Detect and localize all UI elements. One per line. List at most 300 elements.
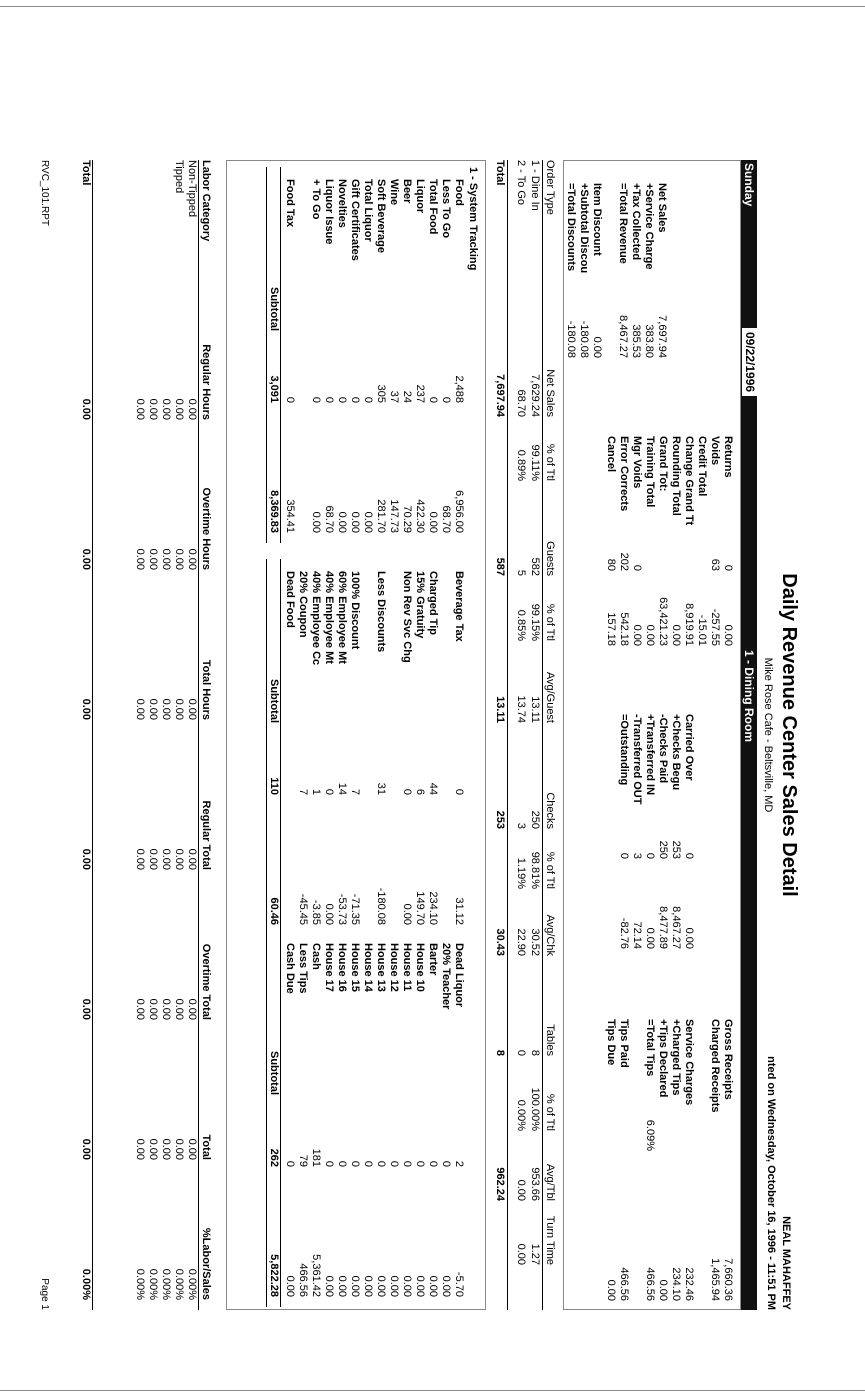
labor-cell: 0.00 bbox=[173, 848, 185, 870]
order-row bbox=[528, 160, 542, 1310]
tracking-value: 60.46 bbox=[268, 897, 280, 925]
summary-row bbox=[669, 436, 682, 646]
tracking-label: House 11 bbox=[401, 943, 413, 992]
tracking-title: 1 - System Tracking bbox=[467, 167, 479, 271]
labor-cell: 0.00 bbox=[80, 998, 92, 1020]
labor-cell: 0.00 bbox=[147, 848, 159, 870]
tracking-col-2 bbox=[266, 559, 465, 935]
labor-cell: 0.00 bbox=[160, 848, 172, 870]
summary-label: =Total Discounts bbox=[565, 183, 577, 272]
tracking-value: 0.00 bbox=[427, 1275, 439, 1297]
summary-row bbox=[616, 183, 629, 358]
tracking-count: 0 bbox=[349, 1160, 361, 1167]
tracking-row bbox=[335, 931, 348, 1307]
tracking-value: 0.00 bbox=[440, 1275, 452, 1297]
labor-cell: 0.00% bbox=[186, 1268, 198, 1300]
order-cell: % of Ttl bbox=[544, 603, 556, 641]
tracking-count: 2,488 bbox=[453, 375, 465, 403]
summary-count: 3 bbox=[631, 852, 643, 859]
tracking-count: 2 bbox=[453, 1160, 465, 1167]
tracking-row bbox=[426, 559, 439, 935]
tracking-label: Subtotal bbox=[268, 679, 280, 723]
tracking-row bbox=[335, 167, 348, 543]
labor-cell: 0.00 bbox=[173, 698, 185, 720]
labor-cell: 0.00 bbox=[173, 398, 185, 420]
summary-value: 0.00 bbox=[683, 927, 695, 949]
order-cell: 30.52 bbox=[529, 928, 541, 956]
tracking-subtotal-row bbox=[266, 167, 281, 543]
summary-row bbox=[564, 183, 577, 358]
labor-cell: 0.00 bbox=[147, 998, 159, 1020]
order-cell: 953.66 bbox=[529, 1167, 541, 1201]
summary-value: 234.10 bbox=[670, 1267, 682, 1301]
summary-count: 0 bbox=[618, 852, 630, 859]
tracking-row bbox=[400, 559, 413, 935]
summary-label: =Total Revenue bbox=[617, 183, 629, 264]
tracking-value: 5,822.28 bbox=[268, 1254, 280, 1297]
labor-cell: 0.00 bbox=[147, 548, 159, 570]
tracking-label: Food bbox=[453, 179, 465, 206]
labor-cell: 0.00 bbox=[160, 998, 172, 1020]
tracking-count: 37 bbox=[388, 390, 400, 403]
summary-label: Charged Receipts bbox=[709, 1019, 721, 1113]
tracking-value: 147.73 bbox=[388, 499, 400, 533]
labor-cell: Overtime Hours bbox=[200, 487, 212, 570]
summary-extra: 6.09% bbox=[644, 1119, 656, 1151]
summary-value: 466.56 bbox=[618, 1267, 630, 1301]
tracking-label: Dead Food bbox=[284, 571, 296, 628]
summary-value: 466.56 bbox=[644, 1267, 656, 1301]
summary-label: +Subtotal Discou bbox=[578, 183, 590, 274]
summary-count: 80 bbox=[605, 558, 617, 571]
order-cell: 98.81% bbox=[529, 851, 541, 889]
tracking-label: Novelties bbox=[336, 179, 348, 228]
labor-cell: 0.00 bbox=[186, 548, 198, 570]
tracking-label: Less Tips bbox=[297, 943, 309, 994]
tracking-row bbox=[413, 167, 426, 543]
labor-header-row bbox=[198, 160, 212, 1310]
summary-label: -Checks Paid bbox=[657, 714, 669, 784]
labor-cell: 0.00 bbox=[134, 398, 146, 420]
tracking-label: Less Discounts bbox=[375, 571, 387, 653]
summary-value: 8,467.27 bbox=[617, 315, 629, 358]
tracking-label: 40% Employee Mt bbox=[323, 571, 335, 664]
tracking-row bbox=[348, 559, 361, 935]
tracking-count: 0 bbox=[388, 1160, 400, 1167]
tracking-label: Less To Go bbox=[440, 179, 452, 239]
tracking-value: 0.00 bbox=[362, 511, 374, 533]
tracking-count: 3,091 bbox=[268, 375, 280, 403]
summary-row bbox=[656, 714, 669, 949]
summary-label: -Transferred OUT bbox=[631, 714, 643, 805]
summary-row bbox=[721, 1019, 734, 1301]
tracking-row bbox=[361, 167, 374, 543]
tracking-count: 0 bbox=[440, 1160, 452, 1167]
tracking-label: Subtotal bbox=[268, 287, 280, 331]
summary-count: 253 bbox=[670, 840, 682, 859]
order-total-row bbox=[493, 160, 508, 1310]
summary-value: -180.08 bbox=[565, 320, 577, 358]
summary-label: Mgr Voids bbox=[631, 436, 643, 489]
order-type-table bbox=[493, 160, 557, 1310]
summary-row bbox=[630, 714, 643, 949]
order-cell: Guests bbox=[544, 541, 556, 576]
summary-label: =Outstanding bbox=[618, 714, 630, 786]
tracking-count: 0 bbox=[284, 1160, 296, 1167]
footer-report: RVC_101.RPT bbox=[39, 160, 50, 226]
labor-row bbox=[159, 160, 172, 1310]
order-cell: 0.89% bbox=[515, 449, 527, 481]
order-cell: 7,629.24 bbox=[529, 374, 541, 417]
tracking-value: 0.00 bbox=[388, 1275, 400, 1297]
tracking-value: 149.70 bbox=[414, 891, 426, 925]
tracking-row bbox=[426, 931, 439, 1307]
summary-count: 0 bbox=[644, 852, 656, 859]
tracking-value: 5,361.42 bbox=[310, 1254, 322, 1297]
tracking-count: 0 bbox=[414, 1160, 426, 1167]
order-cell: Net Sales bbox=[544, 369, 556, 417]
labor-cell: Regular Hours bbox=[200, 344, 212, 420]
summary-count: 0 bbox=[722, 564, 734, 571]
summary-row bbox=[669, 1019, 682, 1301]
tracking-value: 0.00 bbox=[401, 903, 413, 925]
tracking-label: Cash bbox=[310, 943, 322, 970]
summary-label: Voids bbox=[709, 436, 721, 466]
tracking-value: 0.00 bbox=[375, 1275, 387, 1297]
day-label: Sunday bbox=[742, 163, 756, 207]
tracking-row bbox=[283, 559, 296, 935]
tracking-count: 0 bbox=[427, 1160, 439, 1167]
tracking-row bbox=[322, 559, 335, 935]
summary-row bbox=[590, 183, 603, 358]
tracking-row bbox=[439, 931, 452, 1307]
report-subtitle: Mike Rose Cafe - Beltsville, MD bbox=[762, 657, 774, 813]
labor-cell: 0.00 bbox=[147, 698, 159, 720]
tracking-count: 7 bbox=[297, 788, 309, 795]
tracking-count: 1 bbox=[310, 788, 322, 795]
summary-label: +Checks Begu bbox=[670, 714, 682, 791]
summary-value: -82.76 bbox=[618, 917, 630, 949]
tracking-row bbox=[348, 931, 361, 1307]
order-cell: Turn Time bbox=[544, 1215, 556, 1265]
labor-cell: 0.00% bbox=[134, 1268, 146, 1300]
labor-cell: 0.00 bbox=[186, 398, 198, 420]
tracking-label: House 17 bbox=[323, 943, 335, 992]
order-cell: 8 bbox=[494, 1049, 506, 1056]
tracking-row bbox=[309, 559, 322, 935]
summary-label: Tips Paid bbox=[618, 1019, 630, 1068]
summary-box bbox=[563, 160, 741, 1310]
tracking-label: Food Tax bbox=[284, 179, 296, 228]
order-cell: 1 - Dine In bbox=[529, 160, 541, 211]
summary-value: 0.00 bbox=[657, 1279, 669, 1301]
tracking-row bbox=[387, 167, 400, 543]
tracking-row bbox=[413, 559, 426, 935]
labor-total-row bbox=[79, 160, 93, 1310]
labor-cell: 0.00 bbox=[134, 1138, 146, 1160]
tracking-label: Liquor Issue bbox=[323, 179, 335, 245]
labor-cell: 0.00 bbox=[134, 548, 146, 570]
tracking-count: 31 bbox=[375, 782, 387, 795]
tracking-label: House 12 bbox=[388, 943, 400, 992]
tracking-value: 31.12 bbox=[453, 897, 465, 925]
tracking-count: 0 bbox=[336, 396, 348, 403]
tracking-box bbox=[226, 160, 486, 1310]
order-cell: 13.11 bbox=[529, 696, 541, 723]
tracking-row bbox=[452, 167, 465, 543]
tracking-value: 0.00 bbox=[414, 1275, 426, 1297]
summary-label: +Tax Collected bbox=[630, 183, 642, 261]
summary-value: 0.00 bbox=[631, 624, 643, 646]
tracking-count: 79 bbox=[297, 1154, 309, 1167]
tracking-count: 0 bbox=[440, 396, 452, 403]
summary-row bbox=[643, 714, 656, 949]
summary-label: Training Total bbox=[644, 436, 656, 508]
summary-label: +Service Charge bbox=[643, 183, 655, 270]
summary-row bbox=[643, 1019, 656, 1301]
summary-label: Credit Total bbox=[696, 436, 708, 497]
summary-label: Error Corrects bbox=[618, 436, 630, 512]
order-cell: Tables bbox=[544, 1024, 556, 1056]
top-rule bbox=[0, 6, 865, 7]
summary-value: 157.18 bbox=[605, 612, 617, 646]
summary-value: 0.00 bbox=[591, 336, 603, 358]
labor-cell: 0.00% bbox=[147, 1268, 159, 1300]
tracking-value: 0.00 bbox=[336, 1275, 348, 1297]
summary-value: 0.00 bbox=[605, 1279, 617, 1301]
tracking-value: -45.45 bbox=[297, 893, 309, 925]
tracking-count: 181 bbox=[310, 1148, 322, 1167]
tracking-row bbox=[439, 167, 452, 543]
labor-cell: Overtime Total bbox=[200, 943, 212, 1020]
labor-cell: Non-Tipped bbox=[186, 160, 198, 218]
labor-cell: 0.00 bbox=[134, 998, 146, 1020]
tracking-col-3 bbox=[266, 931, 465, 1307]
labor-row bbox=[146, 160, 159, 1310]
summary-row bbox=[695, 436, 708, 646]
tracking-row bbox=[361, 559, 374, 935]
labor-cell: 0.00 bbox=[186, 998, 198, 1020]
order-cell: 100.00% bbox=[529, 1087, 541, 1131]
summary-row bbox=[656, 436, 669, 646]
report-title: Daily Revenue Center Sales Detail bbox=[778, 573, 800, 897]
tracking-label: 40% Employee Cc bbox=[310, 571, 322, 666]
tracking-label: Beverage Tax bbox=[453, 571, 465, 642]
tracking-count: 24 bbox=[401, 390, 413, 403]
summary-label: Returns bbox=[722, 436, 734, 478]
summary-row bbox=[630, 1019, 643, 1301]
order-cell: 13.74 bbox=[515, 695, 527, 723]
labor-table bbox=[79, 160, 212, 1310]
summary-label: Item Discount bbox=[591, 183, 603, 256]
tracking-count: 0 bbox=[401, 788, 413, 795]
tracking-count: 0 bbox=[323, 788, 335, 795]
summary-label: +Transferred IN bbox=[644, 714, 656, 796]
tracking-row bbox=[296, 559, 309, 935]
order-cell: 1.19% bbox=[515, 857, 527, 889]
tracking-row bbox=[374, 167, 387, 543]
summary-value: 7,660.36 bbox=[722, 1258, 734, 1301]
tracking-label: 20% Teacher bbox=[440, 943, 452, 1010]
summary-row bbox=[656, 1019, 669, 1301]
tracking-row bbox=[309, 931, 322, 1307]
tracking-value: 70.29 bbox=[401, 505, 413, 533]
tracking-count: 6 bbox=[414, 788, 426, 795]
tracking-label: House 16 bbox=[336, 943, 348, 992]
order-cell: Order Type bbox=[544, 160, 556, 215]
order-cell: Avg/Tbl bbox=[544, 1163, 556, 1201]
labor-row bbox=[185, 160, 198, 1310]
order-cell: 0.00% bbox=[515, 1099, 527, 1131]
labor-cell: 0.00 bbox=[173, 1138, 185, 1160]
order-cell: % of Ttl bbox=[544, 851, 556, 889]
summary-col-3 bbox=[617, 714, 695, 949]
summary-row bbox=[604, 1019, 617, 1301]
labor-cell: 0.00 bbox=[160, 548, 172, 570]
order-cell: 1.27 bbox=[529, 1243, 541, 1265]
summary-col-1 bbox=[564, 183, 668, 358]
order-cell: 3 bbox=[515, 822, 527, 829]
tracking-count: 305 bbox=[375, 384, 387, 403]
order-cell: 22.90 bbox=[515, 928, 527, 956]
tracking-row bbox=[374, 931, 387, 1307]
tracking-count: 262 bbox=[268, 1148, 280, 1167]
summary-row bbox=[617, 1019, 630, 1301]
summary-value: 8,477.89 bbox=[657, 906, 669, 949]
tracking-value: 466.56 bbox=[297, 1263, 309, 1297]
summary-label: Rounding Total bbox=[670, 436, 682, 516]
tracking-value: -180.08 bbox=[375, 887, 387, 925]
labor-cell: Total Hours bbox=[200, 659, 212, 720]
tracking-row bbox=[309, 167, 322, 543]
tracking-count: 0 bbox=[375, 1160, 387, 1167]
tracking-label: 20% Coupon bbox=[297, 571, 309, 638]
summary-row bbox=[642, 183, 655, 358]
tracking-row bbox=[322, 167, 335, 543]
tracking-label: House 10 bbox=[414, 943, 426, 992]
tracking-row bbox=[452, 931, 465, 1307]
summary-value: 383.80 bbox=[643, 324, 655, 358]
date-label: 09/22/1996 bbox=[742, 328, 757, 396]
tracking-count: 44 bbox=[427, 782, 439, 795]
labor-cell: 0.00 bbox=[160, 698, 172, 720]
labor-row bbox=[172, 160, 185, 1310]
tracking-value: 281.70 bbox=[375, 499, 387, 533]
tracking-count: 110 bbox=[268, 777, 280, 795]
tracking-count: 0 bbox=[362, 1160, 374, 1167]
labor-cell: Regular Total bbox=[200, 800, 212, 870]
tracking-row bbox=[361, 931, 374, 1307]
summary-row bbox=[655, 183, 668, 358]
order-cell: 253 bbox=[494, 810, 506, 829]
summary-label: =Total Tips bbox=[644, 1019, 656, 1077]
labor-cell: 0.00 bbox=[160, 1138, 172, 1160]
summary-count: 250 bbox=[657, 840, 669, 859]
tracking-row bbox=[426, 167, 439, 543]
footer-page: Page 1 bbox=[39, 1278, 50, 1310]
tracking-row bbox=[413, 931, 426, 1307]
order-cell: 0.00 bbox=[515, 1179, 527, 1201]
labor-cell: Total bbox=[200, 1134, 212, 1160]
summary-label: Gross Receipts bbox=[722, 1019, 734, 1100]
tracking-row bbox=[387, 559, 400, 935]
order-cell: 250 bbox=[529, 810, 541, 829]
tracking-subtotal-row bbox=[266, 559, 281, 935]
order-cell: 0.85% bbox=[515, 609, 527, 641]
tracking-label: + To Go bbox=[310, 179, 322, 220]
summary-value: 542.18 bbox=[618, 612, 630, 646]
summary-value: -257.55 bbox=[709, 608, 721, 646]
labor-cell: 0.00 bbox=[80, 698, 92, 720]
tracking-row bbox=[348, 167, 361, 543]
tracking-value: 0.00 bbox=[336, 511, 348, 533]
tracking-subtotal-row bbox=[266, 931, 281, 1307]
summary-count: 0 bbox=[683, 852, 695, 859]
tracking-row bbox=[400, 931, 413, 1307]
tracking-row bbox=[452, 559, 465, 935]
tracking-label: 15% Gratuity bbox=[414, 571, 426, 639]
summary-value: 0.00 bbox=[670, 624, 682, 646]
summary-value: 0.00 bbox=[644, 927, 656, 949]
tracking-value: 0.00 bbox=[323, 1275, 335, 1297]
labor-cell: 0.00 bbox=[80, 1138, 92, 1160]
report-page bbox=[32, 160, 802, 1310]
tracking-value: 354.41 bbox=[284, 499, 296, 533]
labor-cell: 0.00 bbox=[147, 398, 159, 420]
summary-row bbox=[682, 1019, 695, 1301]
day-bar bbox=[741, 160, 757, 1310]
labor-cell: 0.00 bbox=[134, 848, 146, 870]
summary-value: 63,421.23 bbox=[657, 597, 669, 646]
summary-row bbox=[617, 714, 630, 949]
labor-cell: 0.00 bbox=[80, 848, 92, 870]
tracking-row bbox=[374, 559, 387, 935]
tracking-count: 7 bbox=[349, 788, 361, 795]
order-cell: % of Ttl bbox=[544, 443, 556, 481]
summary-label: Carried Over bbox=[683, 714, 695, 781]
order-cell: 30.43 bbox=[494, 928, 506, 956]
summary-count: 0 bbox=[631, 564, 643, 571]
tracking-count: 0 bbox=[349, 396, 361, 403]
summary-value: 1,465.94 bbox=[709, 1258, 721, 1301]
tracking-label: House 15 bbox=[349, 943, 361, 992]
tracking-value: 8,369.83 bbox=[268, 490, 280, 533]
order-cell: Checks bbox=[544, 792, 556, 829]
summary-value: 8,919.91 bbox=[683, 603, 695, 646]
order-cell: Avg/Chk bbox=[544, 914, 556, 956]
labor-cell: Total bbox=[80, 160, 92, 186]
tracking-label: Wine bbox=[388, 179, 400, 206]
labor-cell: 0.00 bbox=[186, 1138, 198, 1160]
summary-row bbox=[630, 436, 643, 646]
summary-label: +Charged Tips bbox=[670, 1019, 682, 1096]
tracking-label: House 13 bbox=[375, 943, 387, 992]
tracking-label: Liquor bbox=[414, 179, 426, 214]
tracking-label: Subtotal bbox=[268, 1051, 280, 1095]
summary-value: 0.00 bbox=[644, 624, 656, 646]
tracking-row bbox=[296, 167, 309, 543]
tracking-value: -53.73 bbox=[336, 893, 348, 925]
tracking-count: 0 bbox=[284, 396, 296, 403]
summary-label: Change Grand Tt bbox=[683, 436, 695, 526]
tracking-value: 68.70 bbox=[440, 505, 452, 533]
tracking-value: 422.30 bbox=[414, 499, 426, 533]
tracking-value: -3.85 bbox=[310, 899, 322, 925]
order-cell: 5 bbox=[515, 569, 527, 576]
summary-row bbox=[604, 436, 617, 646]
tracking-value: 68.70 bbox=[323, 505, 335, 533]
tracking-value: 0.00 bbox=[349, 1275, 361, 1297]
